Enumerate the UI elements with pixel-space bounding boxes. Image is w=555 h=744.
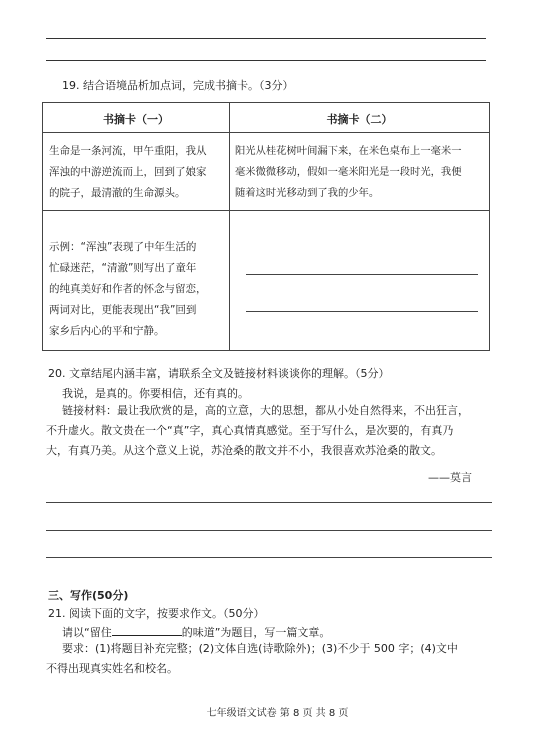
card-1-quote-line: 浑浊的中游逆流而上，回到了娘家 (49, 166, 207, 178)
card-1-example (49, 237, 227, 342)
card-1-example-line: 家乡后内心的平和宁静。 (49, 325, 165, 337)
question-19: 19. 结合语境品析加点词，完成书摘卡。（3分） (62, 79, 294, 92)
table-divider-header (43, 132, 489, 133)
material-line: 不升虚火。散文贵在一个“真”字，真心真情真感觉。至于写什么，是次要的，有真乃 (46, 424, 454, 437)
q20-signature: ——莫言 (428, 471, 472, 484)
card-2-quote-line: 阳光从桂花树叶间漏下来，在米色桌布上一毫米一 (235, 145, 462, 157)
card-1-example-line: 示例：“浑浊”表现了中年生活的 (49, 241, 197, 253)
q21-prompt (62, 624, 330, 640)
title-blank[interactable] (112, 625, 182, 636)
card-1-example-line: 的纯真美好和作者的怀念与留恋， (49, 283, 207, 295)
question-20: 20. 文章结尾内涵丰富，请联系全文及链接材料谈谈你的理解。（5分） (48, 367, 390, 380)
card-2-quote-line: 随着这时光移动到了我的少年。 (235, 187, 380, 199)
table-divider-vertical (229, 103, 230, 350)
q20-answer-line-2[interactable] (46, 530, 492, 531)
card-2-title: 书摘卡（二） (326, 113, 393, 126)
q20-lead-quote: 我说，是真的。你要相信，还有真的。 (62, 387, 249, 400)
card-2-answer-line-1[interactable] (246, 274, 478, 275)
card-1-title: 书摘卡（一） (103, 113, 169, 126)
card-2-quote-line: 毫米微微移动，假如一毫米阳光是一段时光，我便 (235, 166, 462, 178)
page-footer: 七年级语文试卷 第 8 页 共 8 页 (206, 708, 349, 719)
card-1-example-line: 忙碌迷茫，“清澈”则写出了童年 (49, 262, 197, 274)
question-21: 21. 阅读下面的文字，按要求作文。（50分） (48, 607, 265, 620)
requirement-line: 要求：(1)将题目补充完整；(2)文体自选(诗歌除外)；(3)不少于 500 字；(4)文中 (62, 642, 458, 655)
q20-answer-line-3[interactable] (46, 557, 492, 558)
card-1-quote (49, 141, 227, 204)
bookmark-card-table (42, 102, 490, 351)
card-1-quote-line: 的院子，最清澈的生命源头。 (49, 187, 186, 199)
card-2-answer-line-2[interactable] (246, 311, 478, 312)
card-1-quote-line: 生命是一条河流，甲午重阳，我从 (49, 145, 207, 157)
card-2-quote (235, 141, 487, 204)
answer-line-top-1 (46, 38, 486, 39)
prompt-before: 请以“留住 (62, 626, 112, 639)
q21-requirements (46, 639, 496, 679)
card-1-example-line: 两词对比，更能表现出“我”回到 (49, 304, 197, 316)
material-line: 链接材料：最让我欣赏的是，高的立意，大的思想，都从小处自然得来，不出狂言， (62, 404, 469, 417)
answer-line-top-2 (46, 60, 486, 61)
material-line: 大，有真乃美。从这个意义上说，苏沧桑的散文并不小，我很喜欢苏沧桑的散文。 (46, 444, 442, 457)
q20-answer-line-1[interactable] (46, 502, 492, 503)
section-3-heading: 三、写作(50分) (48, 589, 129, 602)
requirement-line: 不得出现真实姓名和校名。 (46, 662, 178, 675)
q20-link-material (46, 401, 496, 461)
prompt-after: 的味道”为题目，写一篇文章。 (181, 626, 331, 639)
table-divider-middle (43, 210, 489, 211)
